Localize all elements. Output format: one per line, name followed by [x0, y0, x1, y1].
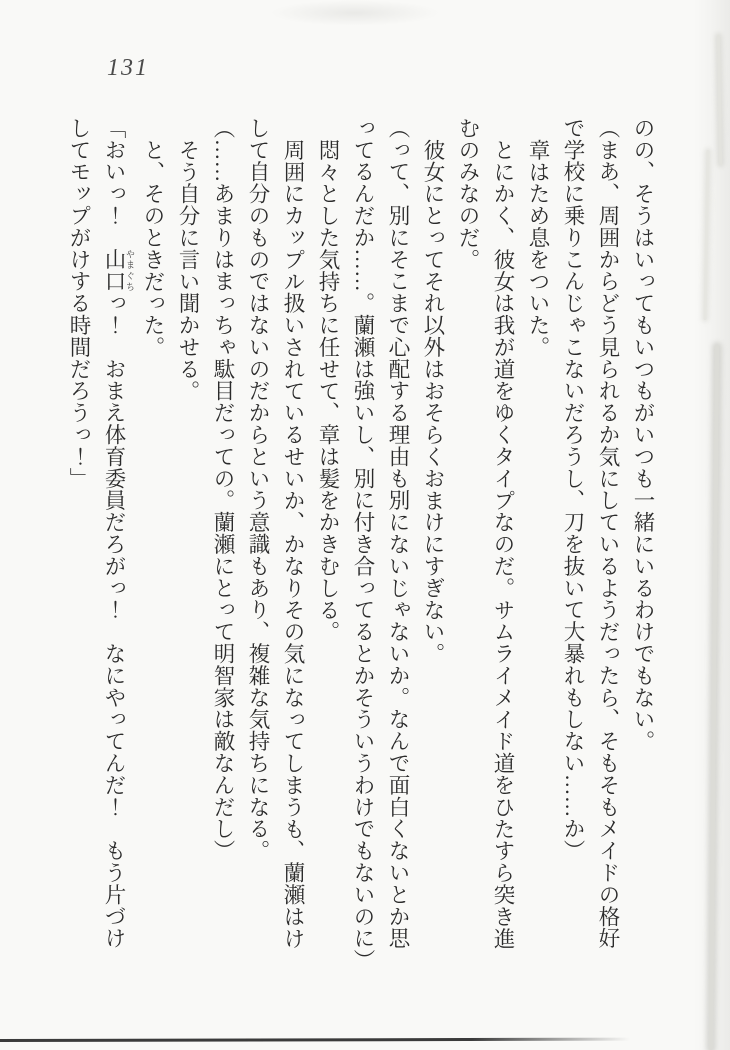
text-line: してモップがけする時間だろうっ！」 — [67, 117, 91, 490]
page-text — [61, 117, 660, 972]
page-number: 131 — [107, 55, 149, 81]
text-line: むのみなのだ。 — [456, 117, 480, 271]
scan-smudge — [270, 0, 440, 26]
text-line: 「おいっ！ 山口 やまぐちっ！ おまえ体育委員だろがっ！ なにやってんだ！ もう片づけ — [102, 117, 135, 950]
text-line: （まあ、周囲からどう見られるか気にしているようだったら、そもそもメイドの格好 — [596, 117, 620, 950]
text-line: （って、別にそこまで心配する理由も別にないじゃないか。なんで面白くないとか思 — [386, 117, 410, 950]
text-line: で学校に乗りこんじゃこないだろうし、刀を抜いて大暴れもしない……か） — [561, 117, 585, 862]
text-line: ってるんだか……。蘭瀬は強いし、別に付き合ってるとかそういうわけでもないのに） — [351, 117, 375, 972]
text-line: のの、そうはいってもいつもがいつも一緒にいるわけでもない。 — [631, 117, 655, 753]
text-line: して自分のものではないのだからという意識もあり、複雑な気持ちになる。 — [246, 117, 270, 862]
text-line: 悶々とした気持ちに任せて、章は髪をかきむしる。 — [316, 138, 340, 643]
text-line: 周囲にカップル扱いされているせいか、かなりその気になってしまうも、蘭瀬はけ — [281, 138, 305, 949]
text-line: 彼女にとってそれ以外はおそらくおまけにすぎない。 — [421, 138, 445, 665]
text-line: 章はため息をついた。 — [526, 138, 550, 358]
text-line: （……あまりはまっちゃ駄目だっての。蘭瀬にとって明智家は敵なんだし） — [211, 117, 235, 862]
text-line: そう自分に言い聞かせる。 — [176, 138, 200, 402]
text-line: と、そのときだった。 — [141, 138, 165, 358]
text-line: とにかく、彼女は我が道をゆくタイプなのだ。サムライメイド道をひたすら突き進 — [491, 138, 515, 949]
ruby-annotated-word: 山口 やまぐち — [102, 248, 135, 293]
scan-edge-line — [0, 1038, 630, 1042]
